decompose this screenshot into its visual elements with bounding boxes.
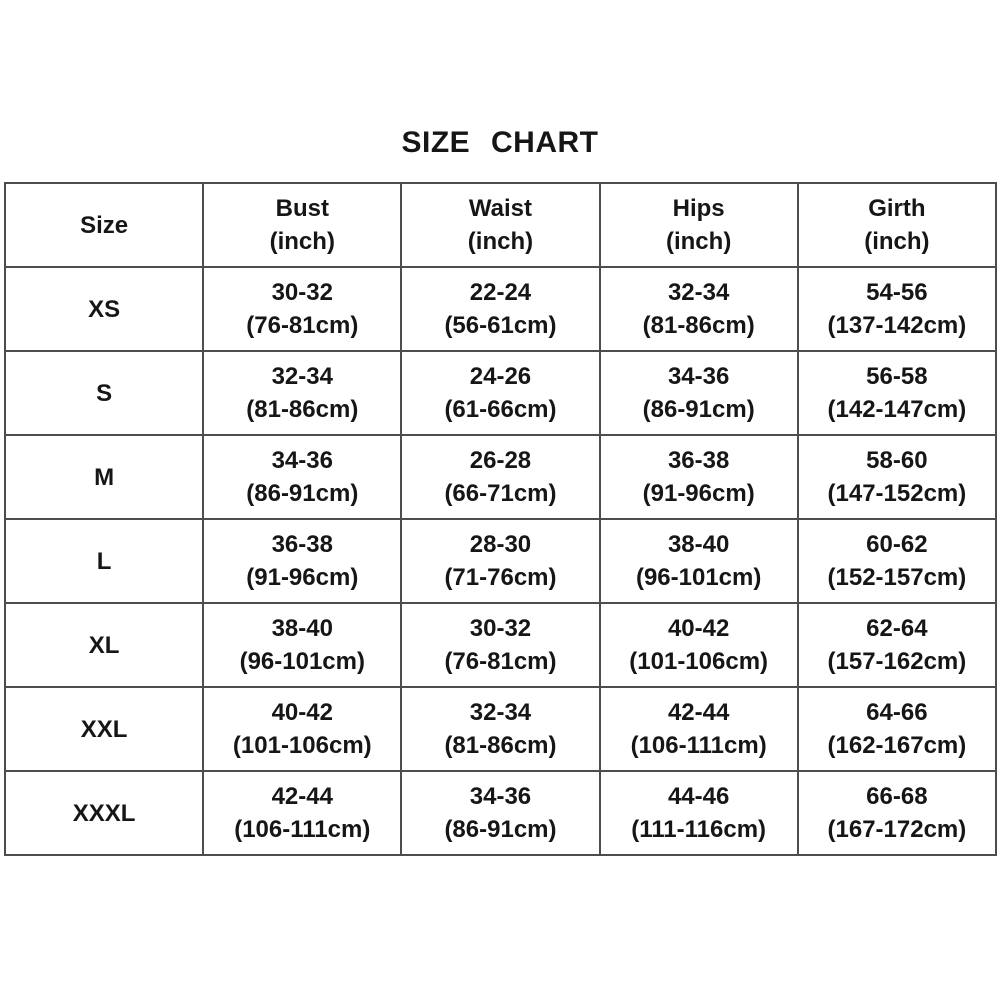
size-label: XS bbox=[5, 267, 203, 351]
col-header-size bbox=[5, 183, 203, 267]
cell-waist bbox=[401, 351, 599, 435]
size-label: XXL bbox=[5, 687, 203, 771]
col-label: Waist bbox=[468, 195, 533, 222]
value-cm: (157-162cm) bbox=[827, 648, 967, 675]
header-row bbox=[5, 183, 996, 267]
cell-girth bbox=[798, 687, 996, 771]
value-cm: (167-172cm) bbox=[827, 816, 967, 843]
value-inch: 30-32 bbox=[469, 615, 532, 642]
value-cm: (91-96cm) bbox=[642, 480, 755, 507]
cell-bust bbox=[203, 771, 401, 855]
col-unit: (inch) bbox=[864, 228, 930, 255]
value-inch: 30-32 bbox=[271, 279, 333, 306]
cell-waist bbox=[401, 519, 599, 603]
value-inch: 36-38 bbox=[271, 531, 333, 558]
value-cm: (106-111cm) bbox=[234, 816, 371, 843]
col-label: Hips bbox=[672, 195, 725, 222]
cell-hips bbox=[600, 351, 798, 435]
value-cm: (71-76cm) bbox=[444, 564, 557, 591]
value-cm: (86-91cm) bbox=[642, 396, 755, 423]
col-header-girth bbox=[798, 183, 996, 267]
cell-girth bbox=[798, 435, 996, 519]
col-label: Size bbox=[80, 211, 129, 239]
cell-hips bbox=[600, 603, 798, 687]
table-row-xxxl bbox=[5, 771, 996, 855]
value-inch: 38-40 bbox=[271, 615, 333, 642]
value-inch: 36-38 bbox=[667, 447, 730, 474]
col-label: Bust bbox=[275, 195, 329, 222]
cell-bust bbox=[203, 267, 401, 351]
size-label: M bbox=[5, 435, 203, 519]
cell-hips bbox=[600, 687, 798, 771]
value-inch: 24-26 bbox=[469, 363, 532, 390]
value-inch: 62-64 bbox=[866, 615, 928, 642]
value-cm: (111-116cm) bbox=[631, 816, 767, 843]
cell-girth bbox=[798, 351, 996, 435]
col-header-hips bbox=[600, 183, 798, 267]
cell-waist bbox=[401, 603, 599, 687]
value-cm: (142-147cm) bbox=[827, 396, 967, 423]
value-inch: 56-58 bbox=[866, 363, 928, 390]
value-inch: 32-34 bbox=[469, 699, 532, 726]
value-cm: (76-81cm) bbox=[246, 312, 359, 339]
value-inch: 54-56 bbox=[866, 279, 928, 306]
value-cm: (81-86cm) bbox=[642, 312, 755, 339]
cell-hips bbox=[600, 771, 798, 855]
value-inch: 34-36 bbox=[271, 447, 333, 474]
cell-waist bbox=[401, 435, 599, 519]
value-inch: 40-42 bbox=[271, 699, 333, 726]
value-cm: (137-142cm) bbox=[827, 312, 967, 339]
table-row-s bbox=[5, 351, 996, 435]
table-body bbox=[5, 267, 996, 855]
value-inch: 66-68 bbox=[866, 783, 928, 810]
cell-hips bbox=[600, 519, 798, 603]
table-row-xs bbox=[5, 267, 996, 351]
value-inch: 34-36 bbox=[667, 363, 730, 390]
value-inch: 64-66 bbox=[866, 699, 928, 726]
page-title: SIZE CHART bbox=[401, 126, 599, 159]
cell-bust bbox=[203, 351, 401, 435]
cell-girth bbox=[798, 771, 996, 855]
value-cm: (86-91cm) bbox=[444, 816, 557, 843]
table-row-xxl bbox=[5, 687, 996, 771]
cell-bust bbox=[203, 519, 401, 603]
size-label: L bbox=[5, 519, 203, 603]
value-cm: (162-167cm) bbox=[827, 732, 967, 759]
value-cm: (81-86cm) bbox=[246, 396, 359, 423]
col-header-bust bbox=[203, 183, 401, 267]
value-cm: (91-96cm) bbox=[246, 564, 359, 591]
value-cm: (86-91cm) bbox=[246, 480, 359, 507]
value-inch: 58-60 bbox=[866, 447, 928, 474]
value-cm: (152-157cm) bbox=[827, 564, 967, 591]
table-row-l bbox=[5, 519, 996, 603]
value-cm: (101-106cm) bbox=[232, 732, 372, 759]
value-inch: 32-34 bbox=[271, 363, 333, 390]
value-inch: 22-24 bbox=[469, 279, 532, 306]
col-header-waist bbox=[401, 183, 599, 267]
col-unit: (inch) bbox=[665, 228, 732, 255]
value-inch: 34-36 bbox=[469, 783, 532, 810]
cell-girth bbox=[798, 267, 996, 351]
value-cm: (66-71cm) bbox=[444, 480, 557, 507]
value-inch: 38-40 bbox=[667, 531, 730, 558]
value-cm: (101-106cm) bbox=[629, 648, 769, 675]
value-inch: 26-28 bbox=[469, 447, 532, 474]
value-inch: 42-44 bbox=[667, 699, 730, 726]
value-cm: (81-86cm) bbox=[444, 732, 557, 759]
table-header bbox=[5, 183, 996, 267]
value-inch: 42-44 bbox=[271, 783, 333, 810]
value-cm: (61-66cm) bbox=[444, 396, 557, 423]
cell-waist bbox=[401, 771, 599, 855]
value-cm: (96-101cm) bbox=[635, 564, 762, 591]
value-inch: 40-42 bbox=[667, 615, 730, 642]
value-cm: (96-101cm) bbox=[239, 648, 365, 675]
value-inch: 60-62 bbox=[866, 531, 928, 558]
value-inch: 44-46 bbox=[667, 783, 730, 810]
value-cm: (56-61cm) bbox=[444, 312, 557, 339]
cell-bust bbox=[203, 603, 401, 687]
value-inch: 32-34 bbox=[667, 279, 730, 306]
value-cm: (147-152cm) bbox=[827, 480, 967, 507]
cell-bust bbox=[203, 687, 401, 771]
size-label: XXXL bbox=[5, 771, 203, 855]
cell-waist bbox=[401, 267, 599, 351]
value-cm: (76-81cm) bbox=[444, 648, 557, 675]
table-row-m bbox=[5, 435, 996, 519]
cell-girth bbox=[798, 519, 996, 603]
cell-hips bbox=[600, 435, 798, 519]
size-chart-table bbox=[4, 182, 997, 856]
size-label: XL bbox=[5, 603, 203, 687]
table-row-xl bbox=[5, 603, 996, 687]
cell-girth bbox=[798, 603, 996, 687]
cell-bust bbox=[203, 435, 401, 519]
col-label: Girth bbox=[868, 195, 926, 222]
cell-waist bbox=[401, 687, 599, 771]
size-label: S bbox=[5, 351, 203, 435]
cell-hips bbox=[600, 267, 798, 351]
value-cm: (106-111cm) bbox=[630, 732, 767, 759]
col-unit: (inch) bbox=[269, 228, 335, 255]
value-inch: 28-30 bbox=[469, 531, 532, 558]
col-unit: (inch) bbox=[467, 228, 534, 255]
